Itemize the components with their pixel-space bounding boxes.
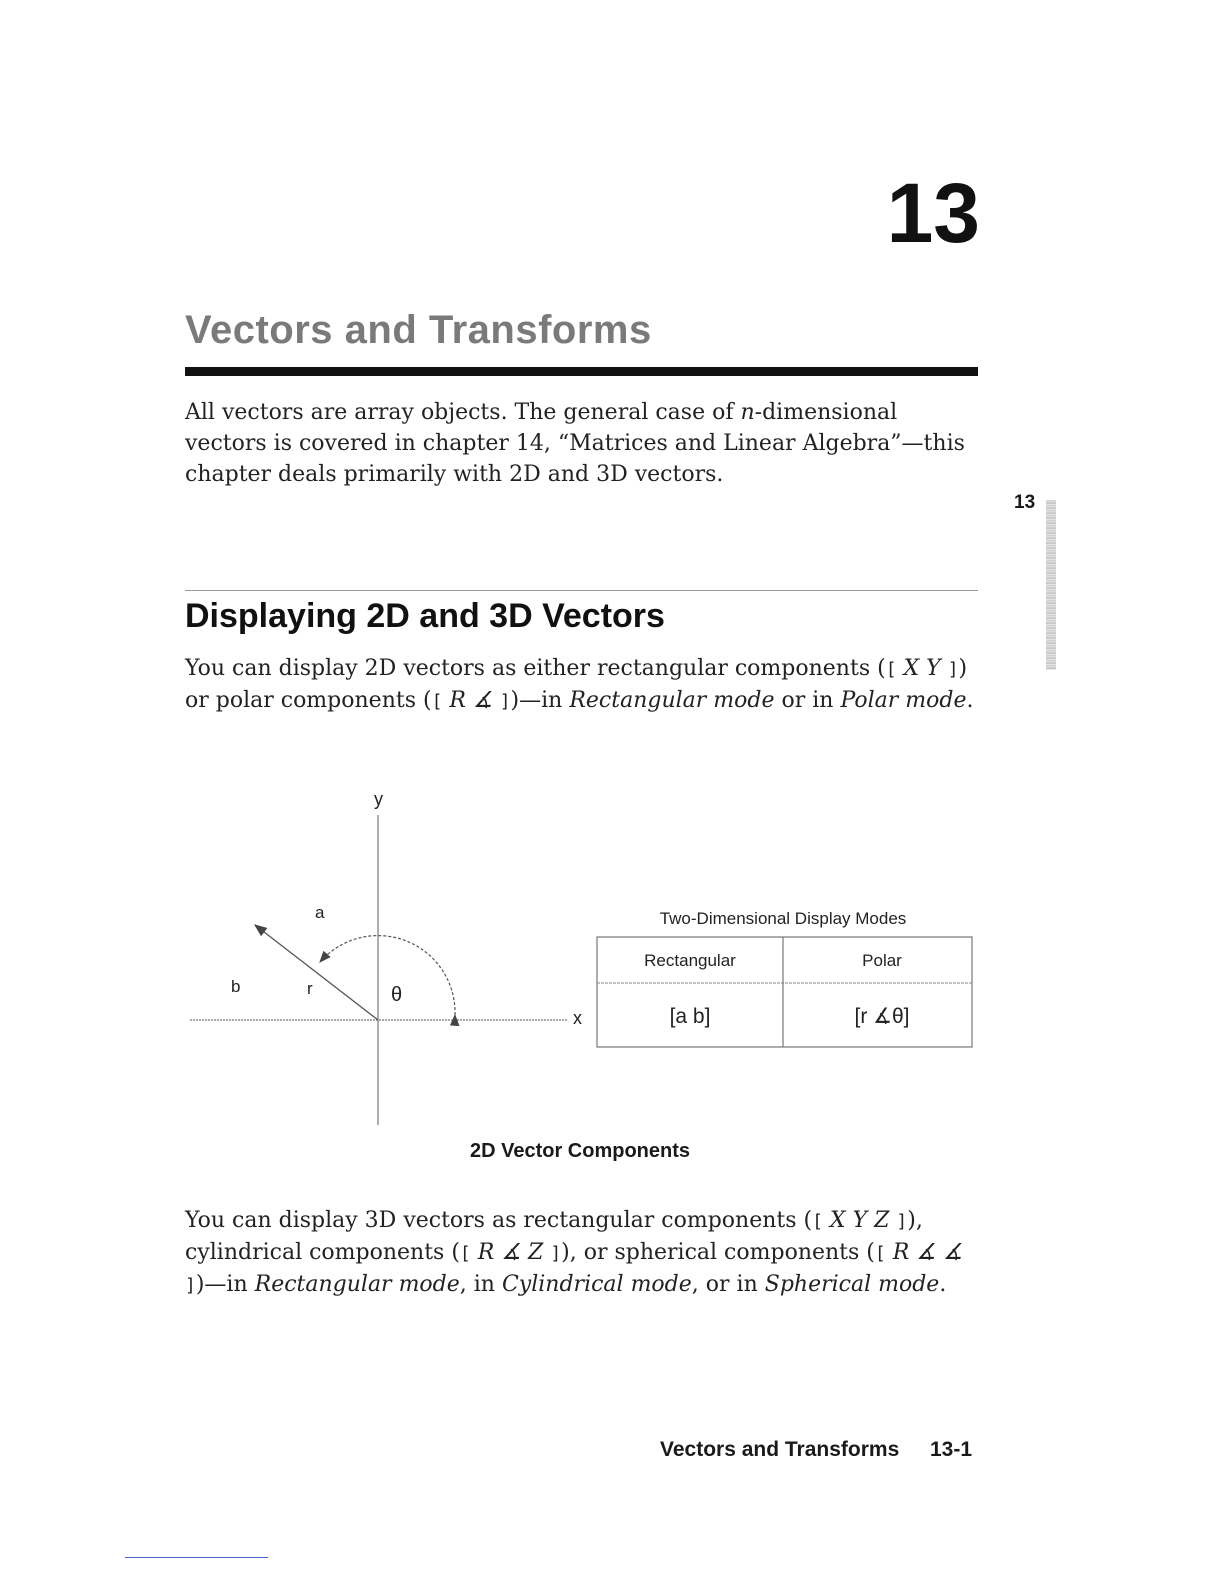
bracket-open: [	[459, 1243, 471, 1264]
para3-text-4: )—in	[195, 1272, 255, 1297]
thumb-tab-marker	[1046, 500, 1056, 670]
section-paragraph	[185, 653, 975, 717]
bracket-close: ]	[185, 1275, 196, 1296]
para3-text-3: ), or spherical components (	[561, 1240, 875, 1265]
bracket-close: ]	[550, 1243, 562, 1264]
bracket-open: [	[812, 1211, 823, 1232]
section-text-2: ) or polar components (	[185, 656, 968, 713]
label-r: r	[307, 979, 313, 998]
intro-paragraph	[185, 397, 975, 490]
3d-vectors-paragraph	[185, 1205, 975, 1301]
footer-title: Vectors and Transforms	[660, 1438, 900, 1461]
chapter-title: Vectors and Transforms	[185, 308, 652, 352]
table-title: Two-Dimensional Display Modes	[659, 909, 907, 928]
axis-label-y: y	[374, 789, 383, 809]
bracket-open: [	[874, 1243, 886, 1264]
vector-vars-spherical: R ∡ ∡	[885, 1240, 963, 1265]
vector-vars-xy: X Y	[896, 656, 948, 681]
vector-vars-cylindrical: R ∡ Z	[470, 1240, 551, 1265]
table-value-rectangular: [a b]	[669, 1005, 711, 1028]
section-text-5: .	[966, 688, 974, 713]
para3-text-5: , in	[459, 1272, 502, 1297]
para3-text-6: , or in	[691, 1272, 765, 1297]
section-text-1: You can display 2D vectors as either rectangular components (	[185, 656, 886, 681]
rectangular-mode-term: Rectangular mode	[254, 1272, 460, 1297]
section-text-4: or in	[774, 688, 841, 713]
coordinate-axes	[190, 815, 567, 1125]
thumb-tab-number: 13	[1014, 492, 1036, 513]
label-a: a	[315, 903, 325, 922]
section-rule	[185, 590, 978, 591]
bracket-close: ]	[499, 691, 511, 712]
bottom-rule	[125, 1557, 268, 1558]
table-header-rectangular: Rectangular	[644, 951, 736, 970]
axis-label-x: x	[573, 1008, 582, 1028]
para3-text-7: .	[939, 1272, 947, 1297]
section-heading: Displaying 2D and 3D Vectors	[185, 597, 665, 635]
bracket-open: [	[885, 659, 897, 680]
table-value-polar: [r ∡θ]	[854, 1005, 910, 1028]
section-text-3: )—in	[510, 688, 570, 713]
intro-text-2: -dimensional vectors is covered in chapter 14, “Matrices and Linear Algebra”—this chapter deals primarily with 2D and 3D vectors.	[185, 400, 965, 487]
table-header-polar: Polar	[862, 951, 902, 970]
bracket-open: [	[431, 691, 443, 712]
vector-components-figure	[185, 785, 985, 1130]
theta-arc	[320, 936, 455, 1015]
para3-text-2: ), cylindrical components (	[185, 1208, 923, 1265]
label-theta: θ	[391, 984, 403, 1006]
intro-text-1: All vectors are array objects. The general case of	[185, 400, 741, 425]
footer-page-number: 13-1	[930, 1438, 973, 1461]
chapter-number: 13	[886, 166, 980, 260]
polar-mode-term: Polar mode	[840, 688, 967, 713]
para3-text-1: You can display 3D vectors as rectangular components (	[185, 1208, 813, 1233]
label-b: b	[231, 977, 241, 996]
vector-vars-xyz: X Y Z	[822, 1208, 897, 1233]
vector-vars-polar: R ∡	[442, 688, 500, 713]
bracket-close: ]	[896, 1211, 908, 1232]
rectangular-mode-term: Rectangular mode	[569, 688, 775, 713]
bracket-close: ]	[947, 659, 959, 680]
spherical-mode-term: Spherical mode	[764, 1272, 940, 1297]
vector-r-line	[255, 925, 378, 1020]
cylindrical-mode-term: Cylindrical mode	[501, 1272, 692, 1297]
figure-caption: 2D Vector Components	[469, 1140, 691, 1162]
title-rule	[185, 367, 978, 376]
intro-n-variable: n	[740, 400, 755, 425]
